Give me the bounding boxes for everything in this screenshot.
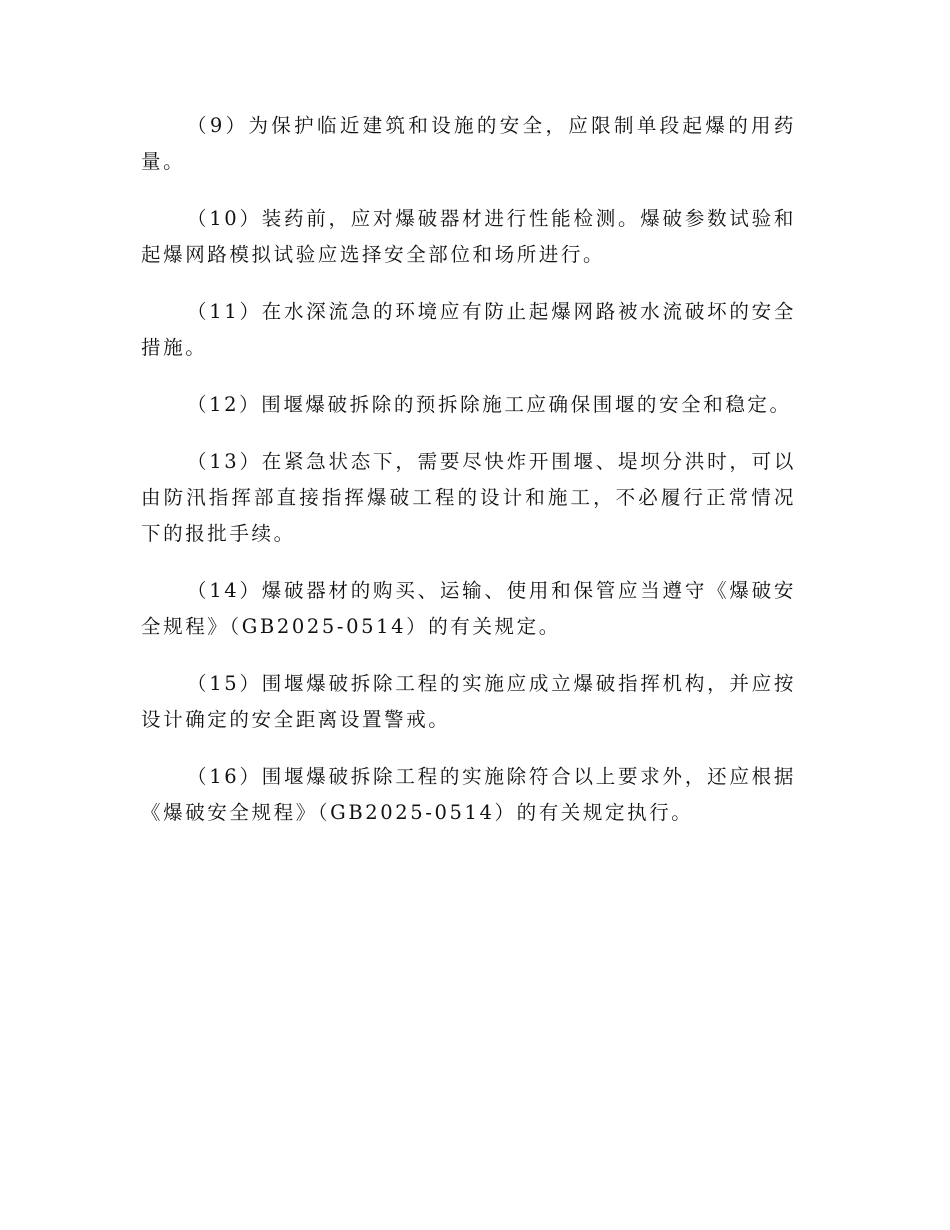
paragraph-item-10: （10）装药前，应对爆破器材进行性能检测。爆破参数试验和起爆网路模拟试验应选择安全部位和场所进行。 [141, 207, 796, 266]
paragraph-item-11: （11）在水深流急的环境应有防止起爆网路被水流破坏的安全措施。 [141, 300, 796, 359]
document-body [141, 108, 796, 852]
paragraph-item-13: （13）在紧急状态下，需要尽快炸开围堰、堤坝分洪时，可以由防汛指挥部直接指挥爆破工程的设计和施工，不必履行正常情况下的报批手续。 [141, 450, 796, 545]
paragraph-item-15: （15）围堰爆破拆除工程的实施应成立爆破指挥机构，并应按设计确定的安全距离设置警戒。 [141, 672, 796, 731]
paragraph-item-12: （12）围堰爆破拆除的预拆除施工应确保围堰的安全和稳定。 [187, 393, 792, 416]
paragraph-item-14: （14）爆破器材的购买、运输、使用和保管应当遵守《爆破安全规程》（GB2025-0514）的有关规定。 [141, 579, 796, 638]
paragraph-item-9: （9）为保护临近建筑和设施的安全，应限制单段起爆的用药量。 [141, 114, 796, 173]
paragraph-item-16: （16）围堰爆破拆除工程的实施除符合以上要求外，还应根据《爆破安全规程》（GB2025-0514）的有关规定执行。 [141, 765, 796, 824]
